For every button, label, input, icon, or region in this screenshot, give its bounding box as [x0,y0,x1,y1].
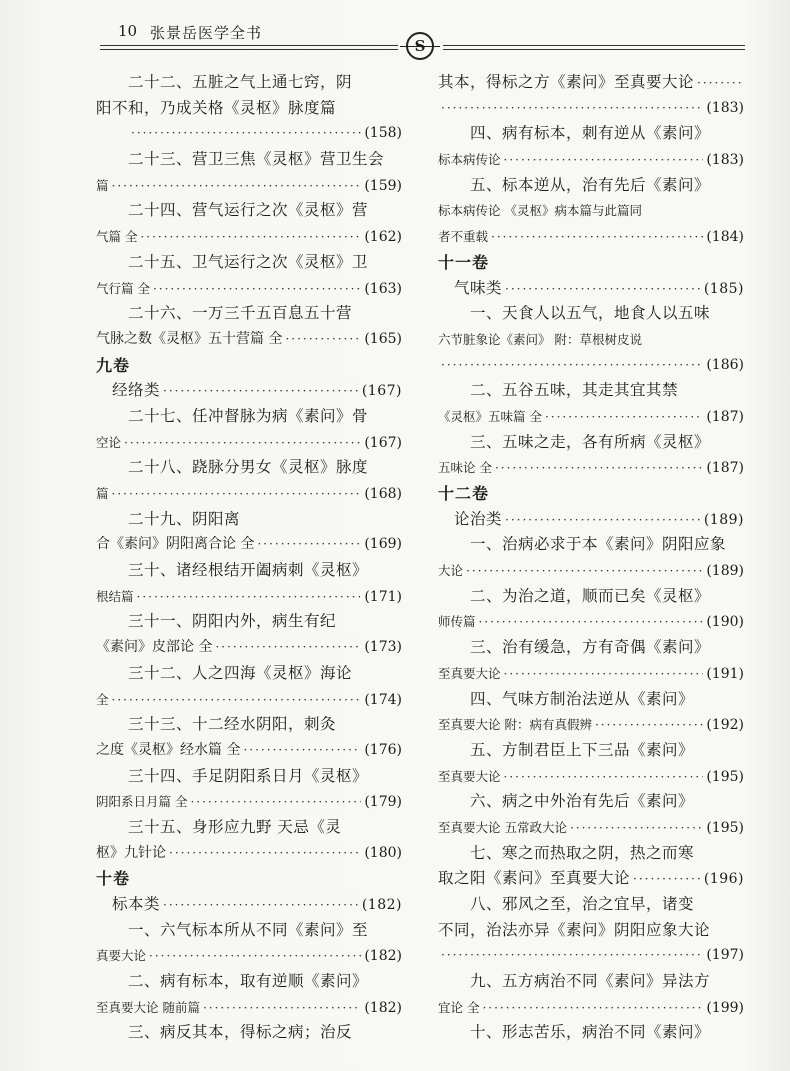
toc-entry[interactable] [96,892,402,918]
publisher-emblem-icon: S [406,32,434,60]
page-ref: (195) [706,768,744,785]
volume-heading: 十一卷 [438,252,490,272]
page-ref: (199) [706,999,744,1016]
dot-leader [131,121,361,147]
page-ref: (189) [703,511,744,528]
toc-entry[interactable] [438,532,744,583]
toc-entry[interactable] [96,404,402,455]
dot-leader [505,277,701,303]
toc-entry[interactable] [438,841,744,892]
toc-line [96,841,402,867]
page-ref: (196) [703,871,744,888]
page-ref: (187) [706,460,744,477]
toc-line-text: 篇 [96,486,109,501]
dot-leader [466,559,703,585]
toc-line [438,738,744,764]
toc-line-text: 不同，治法亦异《素问》阴阳应象大论 [438,920,711,939]
toc-line-text: 二十九、阴阳离 [128,509,241,528]
toc-line [438,661,744,687]
toc-entry[interactable] [96,1020,402,1046]
toc-line [96,455,402,481]
toc-line-text: 至真要大论 五常政大论 [438,819,567,835]
toc-line [438,892,744,918]
dot-leader [504,662,704,688]
toc-line [96,687,402,713]
toc-line [438,558,744,584]
toc-line [96,121,402,147]
toc-line-text: 大论 [438,563,464,579]
toc-line-text: 至真要大论 [438,665,501,681]
toc-line-text: 三十二、人之四海《灵枢》海论 [128,663,353,682]
toc-line [96,584,402,610]
toc-line-text: 四、气味方制治法逆从《素问》 [470,689,695,708]
dot-leader [505,508,701,534]
page-ref: (183) [706,99,744,116]
toc-line [438,224,744,250]
toc-entry[interactable] [96,70,402,147]
page-ref: (180) [364,844,402,861]
toc-entry[interactable] [438,301,744,378]
toc-line [438,198,744,224]
toc-line [96,378,402,404]
dot-leader [545,405,703,431]
toc-column-right [438,70,744,1046]
toc-line [96,224,402,250]
toc-line [96,1020,402,1046]
page-ref: (168) [364,486,402,502]
toc-line-text: 三十三、十二经水阴阳，刺灸 [128,715,337,734]
toc-entry[interactable] [96,455,402,506]
toc-line-text: 二十二、五脏之气上通七窍，阴 [128,73,353,91]
dot-leader [215,635,361,661]
page-ref: (173) [364,639,402,656]
toc-line-text: 气味类 [454,278,503,297]
header-rule-right [443,45,745,50]
toc-line [96,918,402,944]
toc-line-text: 十、形志苦乐，病治不同《素问》 [470,1023,711,1042]
toc-entry[interactable] [96,764,402,815]
toc-line-text: 至真要大论 随前篇 [96,999,200,1015]
toc-entry[interactable] [96,250,402,301]
toc-line [438,455,744,481]
toc-line [438,147,744,173]
toc-line [96,96,402,122]
toc-line [96,815,402,841]
toc-line [96,558,402,584]
toc-entry[interactable] [438,969,744,1020]
dot-leader [441,943,703,969]
dot-leader [482,996,703,1022]
toc-line [96,70,402,96]
toc-line [438,507,744,533]
page-ref: (183) [706,152,744,169]
toc-line-text: 气行篇 全 [96,280,150,296]
page-ref: (191) [706,665,744,682]
dot-leader [504,148,704,174]
toc-line-text: 宜论 全 [438,999,480,1015]
toc-line [96,327,402,353]
toc-entry[interactable] [438,892,744,969]
toc-line-text: 二十五、卫气运行之次《灵枢》卫 [128,252,369,271]
toc-line [438,584,744,610]
toc-entry[interactable] [96,378,402,404]
toc-line [438,70,744,96]
toc-line-text: 阴阳系日月篇 全 [96,794,188,810]
toc-entry[interactable] [438,276,744,302]
toc-entry[interactable] [96,198,402,249]
toc-entry[interactable] [96,507,402,558]
toc-line-text: 五、方制君臣上下三品《素问》 [470,740,695,759]
toc-entry[interactable] [96,712,402,763]
dot-leader [153,277,361,303]
dot-leader [633,867,701,893]
toc-line [96,147,402,173]
toc-line-text: 二十八、跷脉分男女《灵枢》脉度 [128,458,369,477]
toc-entry[interactable] [438,789,744,840]
toc-line [96,892,402,918]
page-ref: (182) [364,999,402,1016]
toc-line-text: 者不重载 [438,229,489,245]
dot-leader [124,431,361,457]
dot-leader [169,841,361,867]
page-ref: (167) [364,434,402,451]
toc-line [96,250,402,276]
volume-heading: 九卷 [96,355,131,375]
page-ref: (159) [364,177,402,194]
header-rule-left [100,45,398,50]
page-ref: (158) [364,125,402,142]
page-ref: (192) [706,717,744,734]
toc-line [438,815,744,841]
toc-line-text: 三、病反其本，得标之病；治反 [128,1023,353,1042]
toc-line [96,276,402,302]
page-ref: (169) [364,536,402,553]
toc-entry[interactable] [96,969,402,1020]
toc-line-text: 之度《灵枢》经水篇 全 [96,741,241,758]
toc-line-text: 《素问》皮部论 全 [96,639,213,656]
toc-line-text: 四、病有标本，刺有逆从《素问》 [470,124,711,143]
dot-leader [137,585,362,611]
dot-leader [491,225,703,251]
page-ref: (187) [706,408,744,425]
page-ref: (162) [364,229,402,246]
toc-line-text: 六、病之中外治有先后《素问》 [470,792,695,811]
toc-line-text: 二、为治之道，顺而已矣《灵枢》 [470,586,711,605]
toc-line [438,995,744,1021]
page-number: 10 [118,22,138,40]
toc-entry[interactable] [96,661,402,712]
volume-heading: 十二卷 [438,484,490,503]
toc-line-text: 五、标本逆从，治有先后《素问》 [470,175,711,194]
toc-line-text: 二十四、营气运行之次《灵枢》营 [128,201,369,220]
toc-line [96,764,402,790]
toc-line [96,301,402,327]
toc-line [96,507,402,533]
toc-line-text: 至真要大论 附：病有真假辨 [438,717,592,733]
volume-heading: 十卷 [96,869,131,889]
toc-line-text: 标本病传论 《灵枢》病本篇与此篇同 [438,203,642,219]
toc-line-text: 八、邪风之至，治之宜早，诸变 [470,895,695,913]
toc-line [96,712,402,738]
toc-line [438,969,744,995]
toc-entry[interactable] [438,70,744,121]
toc-line-text: 九、五方病治不同《素问》异法方 [470,972,711,991]
toc-line [438,609,744,635]
toc-line [438,353,744,379]
dot-leader [495,456,703,482]
toc-line [438,430,744,456]
toc-line [438,404,744,430]
toc-line-text: 二、五谷五味，其走其宜其禁 [470,381,679,400]
toc-line [438,1020,744,1046]
toc-line [438,301,744,327]
toc-entry[interactable] [96,815,402,866]
dot-leader [203,996,361,1022]
toc-entry[interactable] [438,173,744,250]
page-ref: (163) [364,280,402,297]
toc-line-text: 三、治有缓急，方有奇偶《素问》 [470,638,711,657]
toc-line [438,173,744,199]
toc-line-text: 三十五、身形应九野 天忌《灵 [128,817,342,836]
toc-line [96,430,402,456]
toc-line-text: 七、寒之而热取之阴，热之而寒 [470,843,695,862]
toc-line [96,789,402,815]
page-ref: (190) [706,614,744,631]
dot-leader [697,71,741,97]
dot-leader [243,738,361,764]
toc-line [438,712,744,738]
running-header [100,18,745,58]
page-ref: (171) [364,588,402,605]
toc-line-text: 阳不和，乃成关格《灵枢》脉度篇 [96,98,337,117]
toc-line [438,327,744,353]
dot-leader [112,688,362,714]
page-ref: (186) [706,356,744,373]
toc-line-text: 三十四、手足阴阳系日月《灵枢》 [128,766,369,785]
toc-line-text: 空论 [96,434,122,450]
toc-line [438,866,744,892]
page-ref: (185) [703,280,744,297]
toc-line [438,96,744,122]
toc-line-text: 三十、诸经根结开阖病刺《灵枢》 [128,561,369,580]
toc-line-text: 篇 [96,177,109,193]
toc-line [438,276,744,302]
dot-leader [570,816,703,842]
dot-leader [441,96,703,122]
toc-line-text: 至真要大论 [438,768,501,784]
toc-line-text: 一、六气标本所从不同《素问》至 [128,920,369,939]
toc-line [438,918,744,944]
book-title: 张景岳医学全书 [150,24,263,42]
toc-line-text: 五味论 全 [438,460,492,476]
toc-line-text: 标本病传论 [438,152,501,168]
toc-entry[interactable] [438,507,744,533]
dot-leader [257,532,361,558]
toc-entry[interactable] [438,738,744,789]
page-ref: (176) [364,741,402,758]
toc-line [438,378,744,404]
toc-line-text: 一、天食人以五气，地食人以五味 [470,304,711,323]
dot-leader [140,225,361,251]
toc-entry[interactable] [438,430,744,481]
dot-leader [190,790,361,816]
toc-line-text: 师传篇 [438,614,476,630]
toc-line-text: 三、五味之走，各有所病《灵枢》 [470,432,711,451]
page-ref: (197) [706,947,744,964]
page-ref: (195) [706,819,744,836]
toc-line [96,404,402,430]
toc-line [96,943,402,969]
dot-leader [595,713,703,739]
toc-line [96,738,402,764]
toc-entry[interactable] [438,687,744,738]
toc-line [96,609,402,635]
toc-line [96,481,402,507]
toc-line [438,841,744,867]
dot-leader [479,610,704,636]
toc-line [438,943,744,969]
toc-line-text: 《灵枢》五味篇 全 [438,408,542,424]
dot-leader [149,944,361,970]
toc-entry[interactable] [96,609,402,660]
page-ref: (189) [706,563,744,580]
page-ref: (182) [361,897,402,913]
toc-line [96,532,402,558]
toc-line-text: 二十三、营卫三焦《灵枢》营卫生会 [128,150,385,169]
page-ref: (179) [364,794,402,811]
toc-line-text: 全 [96,691,109,707]
toc-entry[interactable] [438,635,744,686]
dot-leader [163,379,359,405]
toc-line-text: 根结篇 [96,588,134,604]
toc-line [438,764,744,790]
toc-entry[interactable] [438,378,744,429]
toc-line [438,532,744,558]
toc-line [96,995,402,1021]
toc-line-text: 二十六、一万三千五百息五十营 [128,304,353,323]
toc-line [96,198,402,224]
toc-entry[interactable] [96,147,402,198]
page-ref: (165) [364,330,402,347]
toc-line-text: 六节脏象论《素问》 附：草根树皮说 [438,331,642,347]
toc-line-text: 取之阳《素问》至真要大论 [438,869,631,888]
toc-line [96,969,402,995]
toc-line-text: 论治类 [454,509,503,528]
toc-line-text: 标本类 [112,895,161,913]
toc-line-text: 真要大论 [96,948,147,964]
page-ref: (184) [706,229,744,246]
toc-line-text: 一、治病必求于本《素问》阴阳应象 [470,535,727,554]
toc-column-left [96,70,402,1046]
toc-line-text: 二、病有标本，取有逆顺《素问》 [128,972,369,991]
toc-line [438,121,744,147]
dot-leader [112,482,362,508]
dot-leader [112,174,362,200]
toc-entry[interactable] [438,121,744,172]
toc-line-text: 枢》九针论 [96,844,166,861]
dot-leader [504,765,704,791]
dot-leader [163,893,359,919]
page-ref: (167) [361,383,402,400]
toc-line-text: 合《素问》阴阳离合论 全 [96,536,255,553]
page-ref: (182) [364,948,402,965]
toc-entry[interactable] [438,1020,744,1046]
toc-line-text: 气篇 全 [96,229,138,245]
toc-entry[interactable] [96,558,402,609]
page-ref: (174) [364,691,402,708]
dot-leader [285,327,361,353]
dot-leader [441,353,703,379]
toc-line [96,661,402,687]
toc-line [96,173,402,199]
toc-line-text: 二十七、任冲督脉为病《素问》骨 [128,406,369,425]
toc-line [438,687,744,713]
toc-line-text: 三十一、阴阳内外，病生有纪 [128,612,337,631]
toc-line [438,635,744,661]
toc-line-text: 气脉之数《灵枢》五十营篇 全 [96,330,283,347]
toc-entry[interactable] [96,301,402,352]
toc-line [438,789,744,815]
toc-line-text: 经络类 [112,381,161,400]
toc-line-text: 其本，得标之方《素问》至真要大论 [438,73,695,91]
toc-entry[interactable] [438,584,744,635]
toc-line [96,635,402,661]
toc-entry[interactable] [96,918,402,969]
